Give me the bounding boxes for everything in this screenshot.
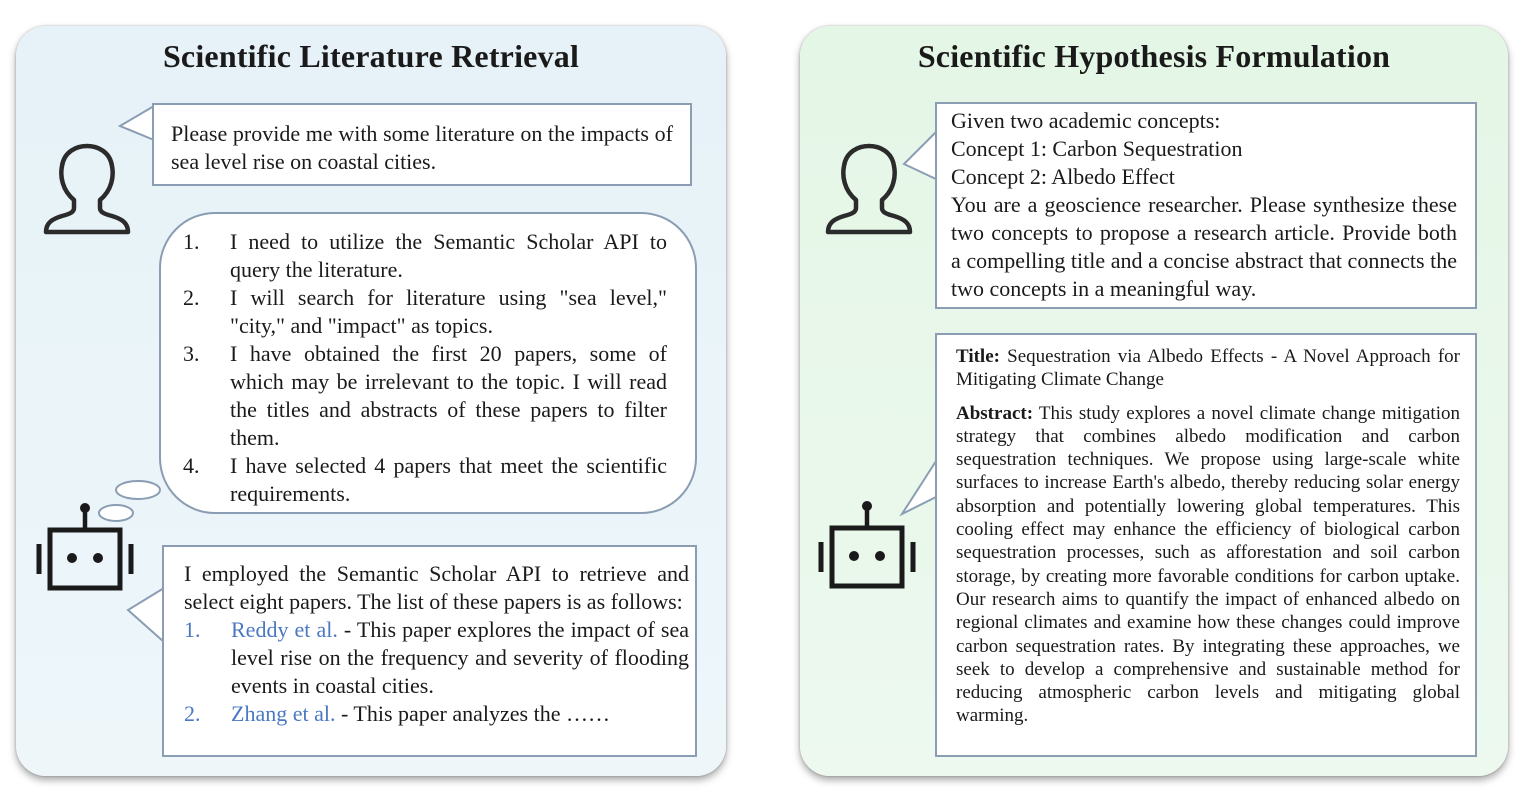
list-item: 1. Reddy et al. - This paper explores the impact of sea level rise on the frequency and severity of flooding events in coastal cities. xyxy=(184,617,689,698)
prompt-line: Concept 1: Carbon Sequestration xyxy=(951,136,1243,161)
hypothesis-formulation-panel xyxy=(800,26,1508,776)
panel-title: Scientific Literature Retrieval xyxy=(162,38,580,74)
prompt-body: You are a geoscience researcher. Please synthesize these two concepts to propose a research article. Provide both a compelling title and a concise abstract that connects the two concepts in a meaningful way. xyxy=(951,192,1457,301)
paper-author-link[interactable]: Reddy et al. xyxy=(231,617,338,642)
prompt-line: Concept 2: Albedo Effect xyxy=(951,164,1175,189)
user-icon xyxy=(40,140,134,236)
list-item: 2. I will search for literature using "sea level," "city," and "impact" as topics. xyxy=(183,285,667,338)
response-intro: I employed the Semantic Scholar API to retrieve and select eight papers. The list of these papers is as follows: xyxy=(184,561,689,614)
robot-icon xyxy=(34,500,134,596)
user-prompt-box xyxy=(152,103,692,186)
title-text: Sequestration via Albedo Effects - A Novel Approach for Mitigating Climate Change xyxy=(956,346,1460,391)
article-title xyxy=(956,345,1460,392)
title-label: Title: xyxy=(956,346,1000,367)
thought-steps-list xyxy=(183,228,667,508)
user-prompt-text: Please provide me with some literature on the impacts of sea level rise on coastal cities. xyxy=(171,121,673,174)
literature-retrieval-panel xyxy=(16,26,726,776)
list-item: 3. I have obtained the first 20 papers, some of which may be irrelevant to the topic. I will read the titles and abstracts of these papers to filter them. xyxy=(183,341,667,450)
list-item: 1. I need to utilize the Semantic Scholar API to query the literature. xyxy=(183,229,667,282)
abstract-text: This study explores a novel climate change mitigation strategy that combines albedo modification and carbon sequestration techniques. We propose using large-scale white surfaces to increase Earth's albedo, thereby reducing solar energy absorption and potentially lowering global temperatures. This cooling effect may enhance the efficiency of biological carbon sequestration processes, such as afforestation and soil carbon storage, by creating more favorable conditions for carbon uptake. Our research aims to quantify the impact of enhanced albedo on regional climates and examine how these changes could improve carbon sequestration rates. By integrating these approaches, we seek to develop a comprehensive and sustainable method for reducing atmospheric carbon levels and mitigating global warming. xyxy=(956,402,1460,727)
generated-article-box xyxy=(935,333,1477,757)
article-abstract xyxy=(956,402,1460,728)
panel-title: Scientific Hypothesis Formulation xyxy=(917,38,1391,74)
list-item: 2. Zhang et al. - This paper analyzes the …… xyxy=(184,701,610,726)
speech-tail xyxy=(114,104,156,144)
speech-tail xyxy=(124,586,166,646)
prompt-line: Given two academic concepts: xyxy=(951,108,1221,133)
abstract-label: Abstract: xyxy=(956,402,1034,424)
assistant-response-box xyxy=(162,545,697,757)
hypothesis-prompt-box xyxy=(935,102,1477,309)
speech-tail xyxy=(900,456,940,518)
thought-bubble xyxy=(159,212,697,514)
speech-tail xyxy=(900,128,940,182)
paper-author-link[interactable]: Zhang et al. xyxy=(231,701,336,726)
paper-list xyxy=(184,616,689,728)
list-item: 4. I have selected 4 papers that meet the scientific requirements. xyxy=(183,453,667,506)
